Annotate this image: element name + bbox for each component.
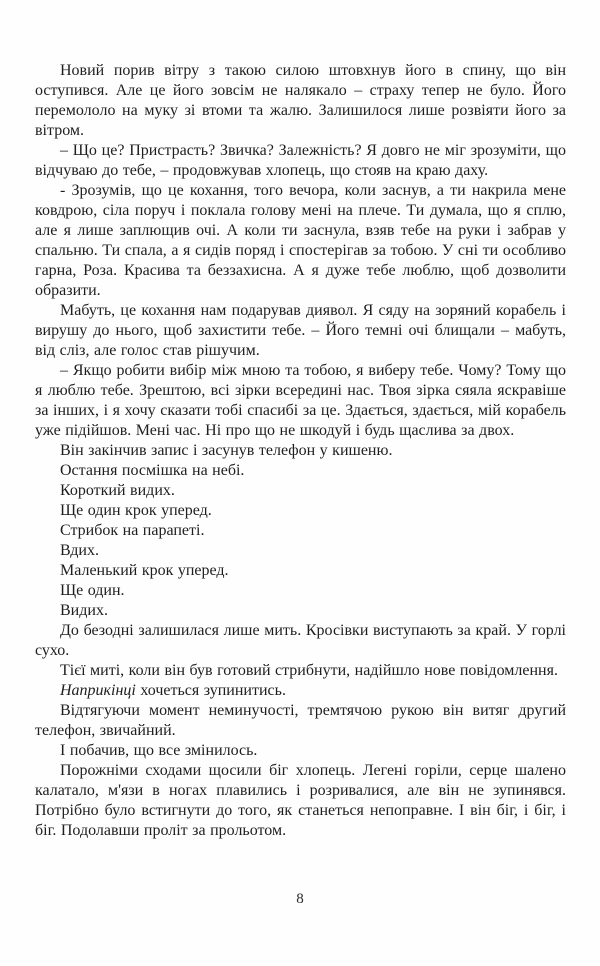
paragraph: Маленький крок уперед.	[60, 562, 229, 579]
paragraph: Мабуть, це кохання нам подарував диявол. Я сяду на зоряний корабель і вирушу до нього, щоб захистити тебе. – Його темні очі блищали – мабуть, від сліз, але голос став рішучим.	[35, 302, 566, 359]
paragraph: Короткий видих.	[60, 482, 175, 499]
italic-lead-word: Наприкінці	[60, 682, 136, 699]
paragraph: До безодні залишилася лише мить. Кросівки виступають за край. У горлі сухо.	[35, 622, 566, 659]
paragraph: – Що це? Пристрасть? Звичка? Залежність? Я довго не міг зрозуміти, що відчуваю до тебе, – продовжував хлопець, що стояв на краю даху.	[35, 142, 566, 179]
page-text	[35, 61, 566, 841]
paragraph: Він закінчив запис і засунув телефон у кишеню.	[60, 442, 393, 459]
page-number: 8	[296, 891, 304, 907]
paragraph: Остання посмішка на небі.	[60, 462, 245, 479]
paragraph: Стрибок на парапеті.	[60, 522, 205, 539]
paragraph: Ще один.	[60, 582, 125, 599]
paragraph: - Зрозумів, що це кохання, того вечора, коли заснув, а ти накрила мене ковдрою, сіла поруч і поклала голову мені на плече. Ти думала, що я сплю, але я лише заплющив очі. А коли ти заснула, взяв тебе на руки і забрав у спальню. Ти спала, а я сидів поряд і спостерігав за тобою. У сні ти особливо гарна, Роза. Красива та беззахисна. А я дуже тебе люблю, щоб дозволити образити.	[35, 182, 566, 299]
paragraph: Видих.	[60, 602, 108, 619]
paragraph: Вдих.	[60, 542, 99, 559]
paragraph: Відтягуючи момент неминучості, тремтячою рукою він витяг другий телефон, звичайний.	[35, 702, 566, 739]
paragraph: Ще один крок уперед.	[60, 502, 212, 519]
paragraph: Тієї миті, коли він був готовий стрибнути, надійшло нове повідомлення.	[60, 662, 558, 679]
paragraph	[35, 681, 566, 701]
paragraph: Новий порив вітру з такою силою штовхнув його в спину, що він оступився. Але це його зовсім не налякало – страху тепер не було. Його перемололо на муку зі втоми та жалю. Залишилося лише розвіяти його за вітром.	[35, 62, 566, 139]
paragraph: – Якщо робити вибір між мною та тобою, я виберу тебе. Чому? Тому що я люблю тебе. Зрештою, всі зірки всередині нас. Твоя зірка сяяла яскравіше за інших, і я хочу сказати тобі спасибі за це. Здається, здається, мій корабель уже підійшов. Мені час. Ні про що не шкодуй і будь щаслива за двох.	[35, 362, 566, 439]
paragraph: І побачив, що все змінилось.	[60, 742, 258, 759]
paragraph: Порожніми сходами щосили біг хлопець. Легені горіли, серце шалено калатало, м'язи в ногах плавились і розривалися, але він не зупинявся. Потрібно було встигнути до того, як станеться непоправне. І він біг, і біг, і біг. Подолавши проліт за прольотом.	[35, 762, 566, 839]
paragraph-rest: хочеться зупинитись.	[135, 682, 286, 699]
